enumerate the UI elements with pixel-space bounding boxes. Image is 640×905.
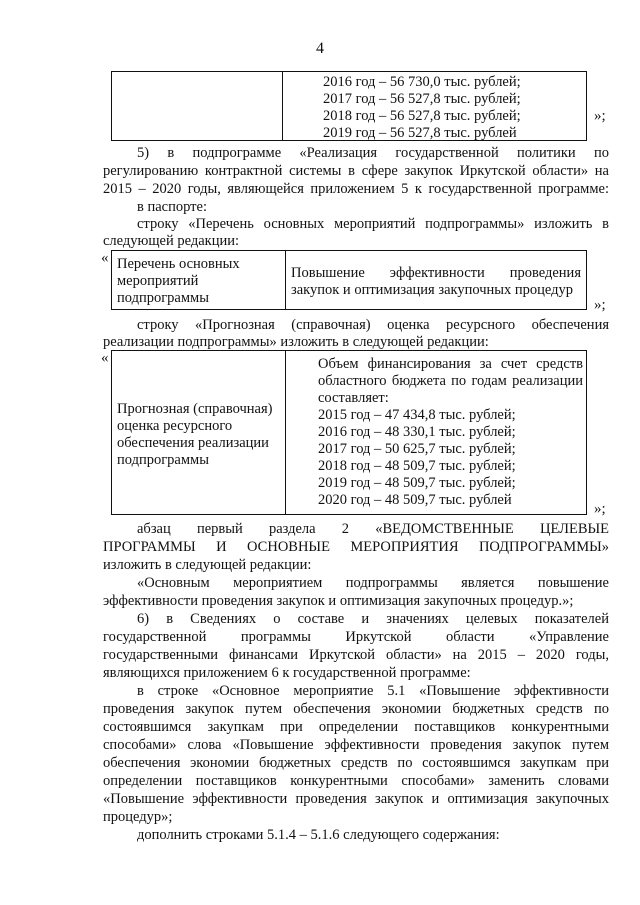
- body-line: 6) в Сведениях о составе и значениях целевых показателей: [137, 611, 609, 627]
- resource-label-line: оценка ресурсного: [117, 418, 233, 434]
- body-line: дополнить строками 5.1.4 – 5.1.6 следующего содержания:: [137, 827, 500, 843]
- resource-year-line: 2016 год – 48 330,1 тыс. рублей;: [318, 424, 516, 440]
- resource-value-line: составляет:: [318, 390, 389, 406]
- table2-closing-quote: »;: [594, 297, 606, 313]
- activities-label-line: подпрограммы: [117, 290, 209, 306]
- para5-line: в паспорте:: [137, 199, 207, 215]
- resource-year-line: 2020 год – 48 509,7 тыс. рублей: [318, 492, 512, 508]
- activities-value-line: закупок и оптимизация закупочных процедур: [291, 282, 574, 298]
- para5-line: строку «Перечень основных мероприятий подпрограммы» изложить в: [137, 216, 609, 232]
- resource-year-line: 2019 год – 48 509,7 тыс. рублей;: [318, 475, 516, 491]
- resource-year-line: 2018 год – 48 509,7 тыс. рублей;: [318, 458, 516, 474]
- top-table-line: 2016 год – 56 730,0 тыс. рублей;: [323, 74, 521, 90]
- activities-label-line: Перечень основных: [117, 256, 240, 272]
- body-line: ПРОГРАММЫ И ОСНОВНЫЕ МЕРОПРИЯТИЯ ПОДПРОГРАММЫ»: [103, 539, 609, 555]
- body-line: процедур»;: [103, 809, 173, 825]
- resource-year-line: 2015 год – 47 434,8 тыс. рублей;: [318, 407, 516, 423]
- body-line: государственными финансами Иркутской области» на 2015 – 2020 годы,: [103, 647, 609, 663]
- resource-value-line: Объем финансирования за счет средств: [318, 356, 583, 372]
- forecast-para-line: строку «Прогнозная (справочная) оценка ресурсного обеспечения: [137, 317, 609, 333]
- resource-label-line: подпрограммы: [117, 452, 209, 468]
- activities-label-line: мероприятий: [117, 273, 199, 289]
- body-line: обеспечения экономии бюджетных средств по состоявшимся закупкам при: [103, 755, 609, 771]
- resource-year-line: 2017 год – 50 625,7 тыс. рублей;: [318, 441, 516, 457]
- top-table-line: 2017 год – 56 527,8 тыс. рублей;: [323, 91, 521, 107]
- body-line: являющихся приложением 6 к государственной программе:: [103, 665, 471, 681]
- table2-opening-quote: «: [101, 250, 109, 266]
- top-table-left-cell: [112, 72, 283, 141]
- body-line: состоявшимся закупкам при определении поставщиков конкурентными: [103, 719, 609, 735]
- body-line: «Повышение эффективности проведения закупок и оптимизация закупочных: [103, 791, 609, 807]
- table3-opening-quote: «: [101, 350, 109, 366]
- activities-value-line: Повышение эффективности проведения: [291, 265, 581, 281]
- resource-label-line: обеспечения реализации: [117, 435, 269, 451]
- body-line: государственной программы Иркутской области «Управление: [103, 629, 609, 645]
- para5-line: регулированию контрактной системы в сфере закупок Иркутской области» на: [103, 163, 609, 179]
- body-line: изложить в следующей редакции:: [103, 557, 312, 573]
- body-line: абзац первый раздела 2 «ВЕДОМСТВЕННЫЕ ЦЕЛЕВЫЕ: [137, 521, 609, 537]
- para5-line: следующей редакции:: [103, 233, 240, 249]
- top-table-line: 2019 год – 56 527,8 тыс. рублей: [323, 125, 517, 141]
- para5-line: 2015 – 2020 годы, являющейся приложением 5 к государственной программе:: [103, 181, 609, 197]
- page-number: 4: [316, 40, 324, 57]
- forecast-para-line: реализации подпрограммы» изложить в следующей редакции:: [103, 334, 489, 350]
- body-line: определении поставщиков конкурентными способами» заменить словами: [103, 773, 609, 789]
- resource-value-line: областного бюджета по годам реализации: [318, 373, 583, 389]
- body-line: «Основным мероприятием подпрограммы является повышение: [137, 575, 609, 591]
- top-table-line: 2018 год – 56 527,8 тыс. рублей;: [323, 108, 521, 124]
- para5-line: 5) в подпрограмме «Реализация государственной политики по: [137, 145, 609, 161]
- body-line: проведения закупок путем обеспечения экономии бюджетных средств по: [103, 701, 609, 717]
- table3-closing-quote: »;: [594, 501, 606, 517]
- resource-label-line: Прогнозная (справочная): [117, 401, 273, 417]
- body-line: в строке «Основное мероприятие 5.1 «Повышение эффективности: [137, 683, 609, 699]
- body-line: способами» слова «Повышение эффективности проведения закупок путем: [103, 737, 609, 753]
- body-line: эффективности проведения закупок и оптимизация закупочных процедур.»;: [103, 593, 574, 609]
- top-table-closing-quote: »;: [594, 108, 606, 124]
